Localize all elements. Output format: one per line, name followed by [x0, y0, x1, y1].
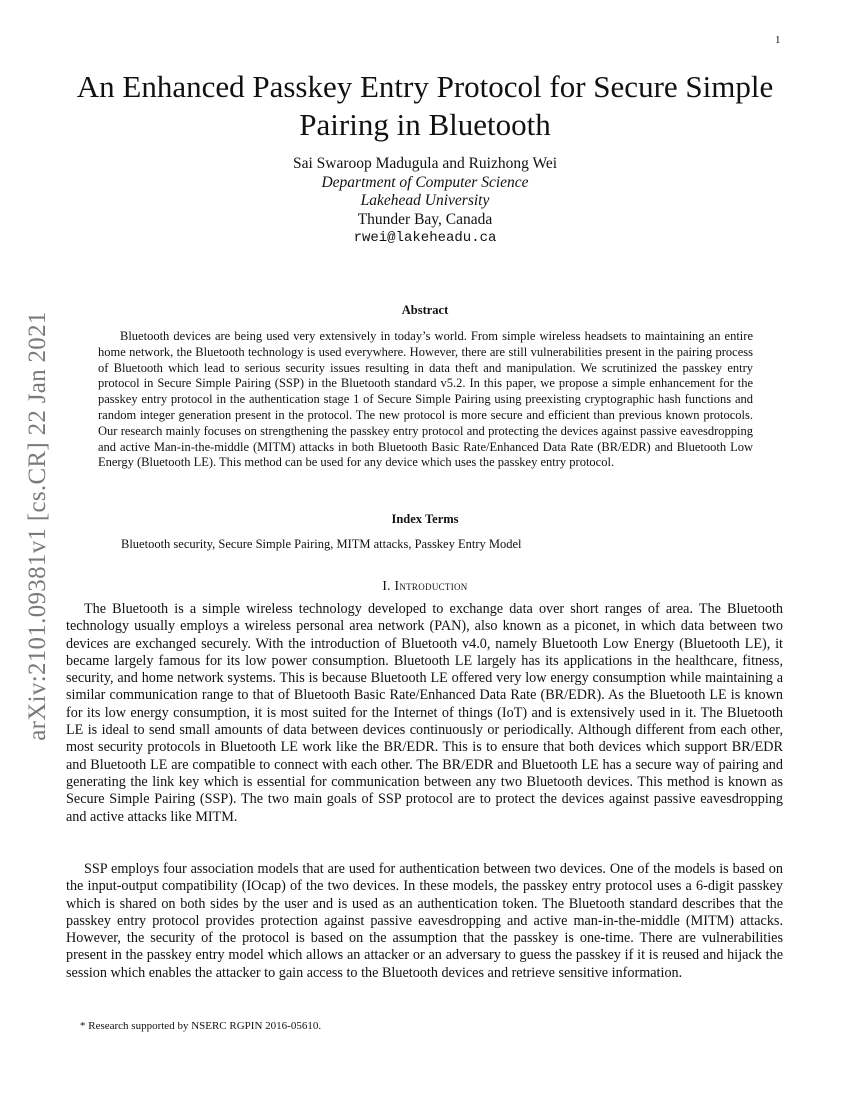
page-number: 1 — [775, 34, 781, 46]
intro-paragraph-1: The Bluetooth is a simple wireless technology developed to exchange data over short ranges of area. The Bluetooth technology usually employs a wireless personal area network (PAN), also known as a piconet, in which data between two devices are exchanged securely. With the introduction of Bluetooth v4.0, namely Bluetooth Low Energy (Bluetooth LE), it became largely famous for its low power consumption. Bluetooth LE largely has its applications in the healthcare, fitness, security, and home network systems. This is because Bluetooth LE offered very low energy consumption while maintaining a similar communication range to that of Bluetooth Basic Rate/Enhanced Data Rate (BR/EDR). As the Bluetooth LE is known for its low energy consumption, it is most suited for the Internet of things (IoT) and is extensively used in it. The Bluetooth LE is ideal to send small amounts of data between devices continuously or periodically. Although different from each other, most security protocols in Bluetooth LE work like the BR/EDR. This is to ensure that both devices which support BR/EDR and Bluetooth LE are compatible to connect with each other. The BR/EDR and Bluetooth LE has a secure way of pairing and generating the link key which is essential for communication between any two Bluetooth devices. This method is known as Secure Simple Pairing (SSP). The two main goals of SSP protocol are to protect the devices against passive eavesdropping and active attacks like MITM. — [66, 601, 783, 825]
abstract-text: Bluetooth devices are being used very extensively in today’s world. From simple wireless headsets to maintaining an entire home network, the Bluetooth technology is used everywhere. However, there are still vulnerabilities present in the pairing process of Bluetooth which lead to serious security issues resulting in data theft and manipulation. We scrutinized the passkey entry protocol in Secure Simple Pairing (SSP) in the Bluetooth standard v5.2. In this paper, we propose a simple enhancement for the passkey entry protocol in the authentication stage 1 of Secure Simple Pairing using preexisting cryptographic hash functions and random integer generation present in the protocol. The new protocol is more secure and efficient than previous known protocols. Our research mainly focuses on strengthening the passkey entry protocol and protecting the devices against passive eavesdropping and active Man-in-the-middle (MITM) attacks in both Bluetooth Basic Rate/Enhanced Data Rate (BR/EDR) and Bluetooth Low Energy (Bluetooth LE). This method can be used for any device which uses the passkey entry protocol. — [98, 329, 753, 470]
index-terms-heading: Index Terms — [391, 512, 459, 526]
author-email: rwei@lakeheadu.ca — [353, 230, 497, 246]
author-department: Department of Computer Science — [321, 173, 529, 191]
footnote: * Research supported by NSERC RGPIN 2016-05610. — [80, 1020, 322, 1032]
intro-paragraph-2: SSP employs four association models that are used for authentication between two devices. One of the models is based on the input-output compatibility (IOcap) of the two devices. In these models, the passkey entry protocol uses a 6-digit passkey which is shared on both sides by the user and is used as an authentication token. The Bluetooth standard describes that the passkey entry protocol provides protection against passive eavesdropping and active man-in-the-middle (MITM) attacks. However, the security of the protocol is based on the assumption that the passkey is one-time. There are vulnerabilities present in the passkey entry model which allows an attacker or an adversary to guess the passkey if it is reused and hijack the session which enables the attacker to gain access to the Bluetooth devices and retrieve sensitive information. — [66, 861, 783, 981]
section-heading-introduction: I. Introduction — [382, 578, 468, 593]
paper-title: An Enhanced Passkey Entry Protocol for Secure Simple Pairing in Bluetooth — [76, 69, 774, 142]
arxiv-identifier: arXiv:2101.09381v1 [cs.CR] 22 Jan 2021 — [24, 311, 51, 741]
author-university: Lakehead University — [360, 192, 490, 209]
author-names: Sai Swaroop Madugula and Ruizhong Wei — [292, 155, 558, 172]
abstract-heading: Abstract — [401, 303, 449, 317]
author-block — [125, 155, 725, 248]
author-location: Thunder Bay, Canada — [357, 210, 493, 228]
index-terms-text: Bluetooth security, Secure Simple Pairing, MITM attacks, Passkey Entry Model — [121, 537, 522, 551]
